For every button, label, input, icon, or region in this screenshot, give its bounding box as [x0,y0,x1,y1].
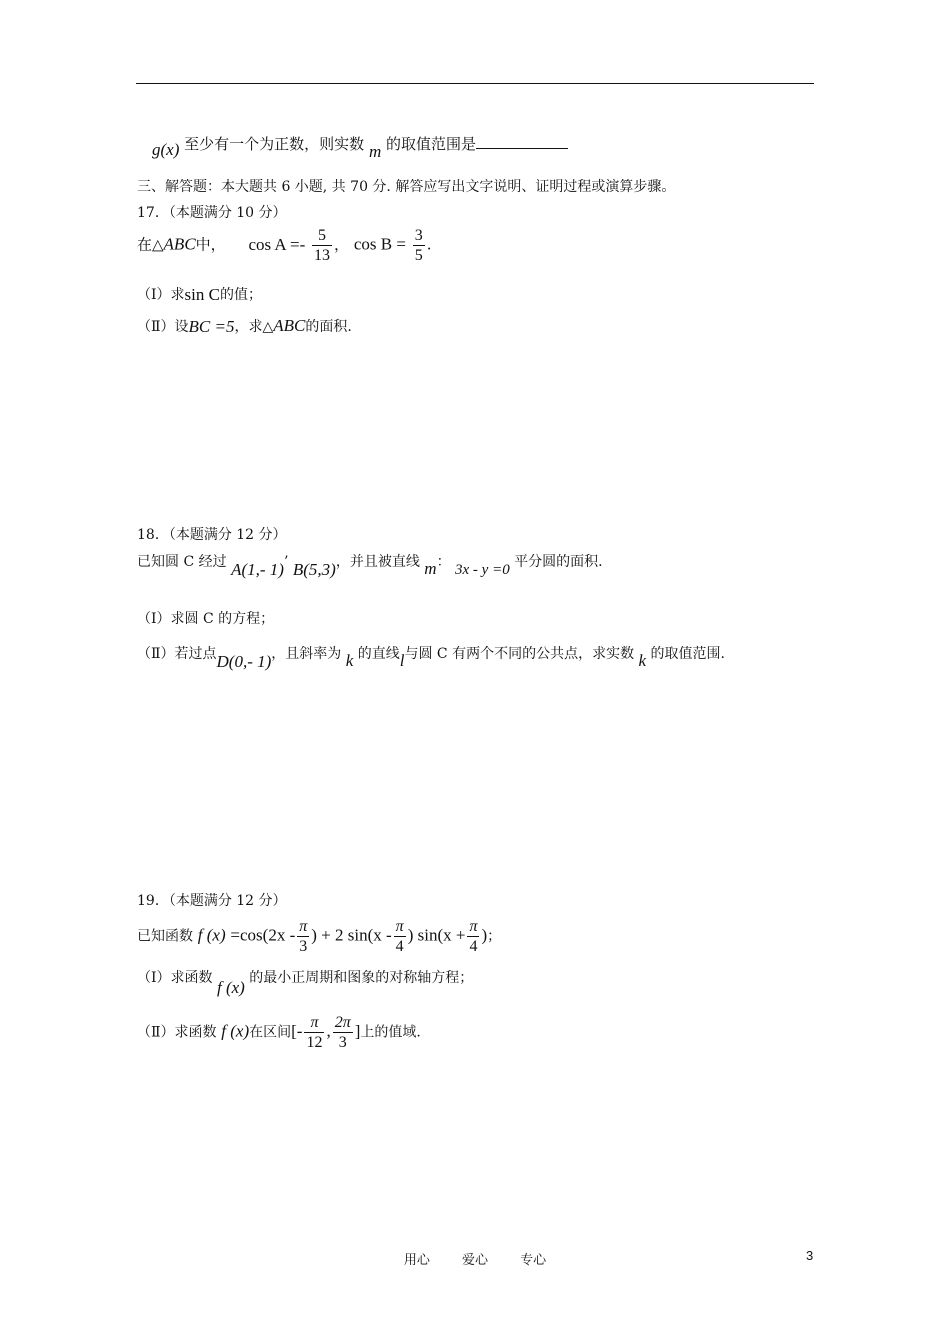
q19-part1: （Ⅰ）求函数 f (x) 的最小正周期和图象的对称轴方程； [137,970,474,997]
fraction-pi-3: $\frac{\pi}{3}$ [299,918,308,955]
cosA: cos A =- [248,234,306,254]
g-function: g(x) [152,140,180,159]
q19-stem: 已知函数 f (x) =cos(2x - $\frac{\pi}{3}$ ) + 2 sin(x - $\frac{\pi}{4}$ ) sin(x + $\frac{\pi}{4}$ )； [137,918,502,955]
q19-part2: （Ⅱ）求函数 f (x)在区间[- $\frac{\pi}{12}$ , $\frac{2\pi}{3}$ ]上的值域. [137,1014,421,1051]
q19-title: 19．（本题满分 12 分） [137,893,287,909]
answer-blank [476,134,568,149]
fraction-3-5: $\frac{3}{5}$ [414,227,423,264]
q17-stem: 在△ABC中， cos A =- $\frac{5}{13}$ ， cos B = $\frac{3}{5}$ . [137,227,432,264]
q17-part1: （Ⅰ）求sin C的值； [137,285,262,304]
section-heading: 三、解答题：本大题共 6 小题, 共 70 分. 解答应写出文字说明、证明过程或演算步骤。 [137,179,676,195]
q18-title: 18．（本题满分 12 分） [137,527,287,543]
q18-stem: 已知圆 C 经过 A(1,- 1)’ B(5,3)，并且被直线 m： 3x - y =0 平分圆的面积. [137,554,603,579]
q17-part2: （Ⅱ）设BC =5，求△ABC的面积. [137,316,352,336]
q18-part1: （Ⅰ）求圆 C 的方程； [137,611,275,627]
fraction-5-13: $\frac{5}{13}$ [314,227,331,264]
fraction-pi-12: $\frac{\pi}{12}$ [306,1014,323,1051]
continuation-line: g(x) 至少有一个为正数，则实数 m 的取值范围是 [152,134,568,154]
cosB: cos B = [353,234,406,254]
fraction-pi-4b: $\frac{\pi}{4}$ [469,918,478,955]
footer-word: 专心 [520,1253,547,1268]
fraction-pi-4a: $\frac{\pi}{4}$ [395,918,404,955]
footer-word: 用心 [403,1253,430,1268]
q18-part2: （Ⅱ）若过点D(0,- 1)，且斜率为 k 的直线l与圆 C 有两个不同的公共点，求实数 k 的取值范围. [137,646,725,671]
var-m: m [368,142,382,161]
page-number: 3 [806,1248,814,1263]
fraction-2pi-3: $\frac{2\pi}{3}$ [334,1014,351,1051]
footer-word: 爱心 [461,1253,488,1268]
q17-title: 17．（本题满分 10 分） [137,205,287,221]
header-rule [136,83,814,84]
